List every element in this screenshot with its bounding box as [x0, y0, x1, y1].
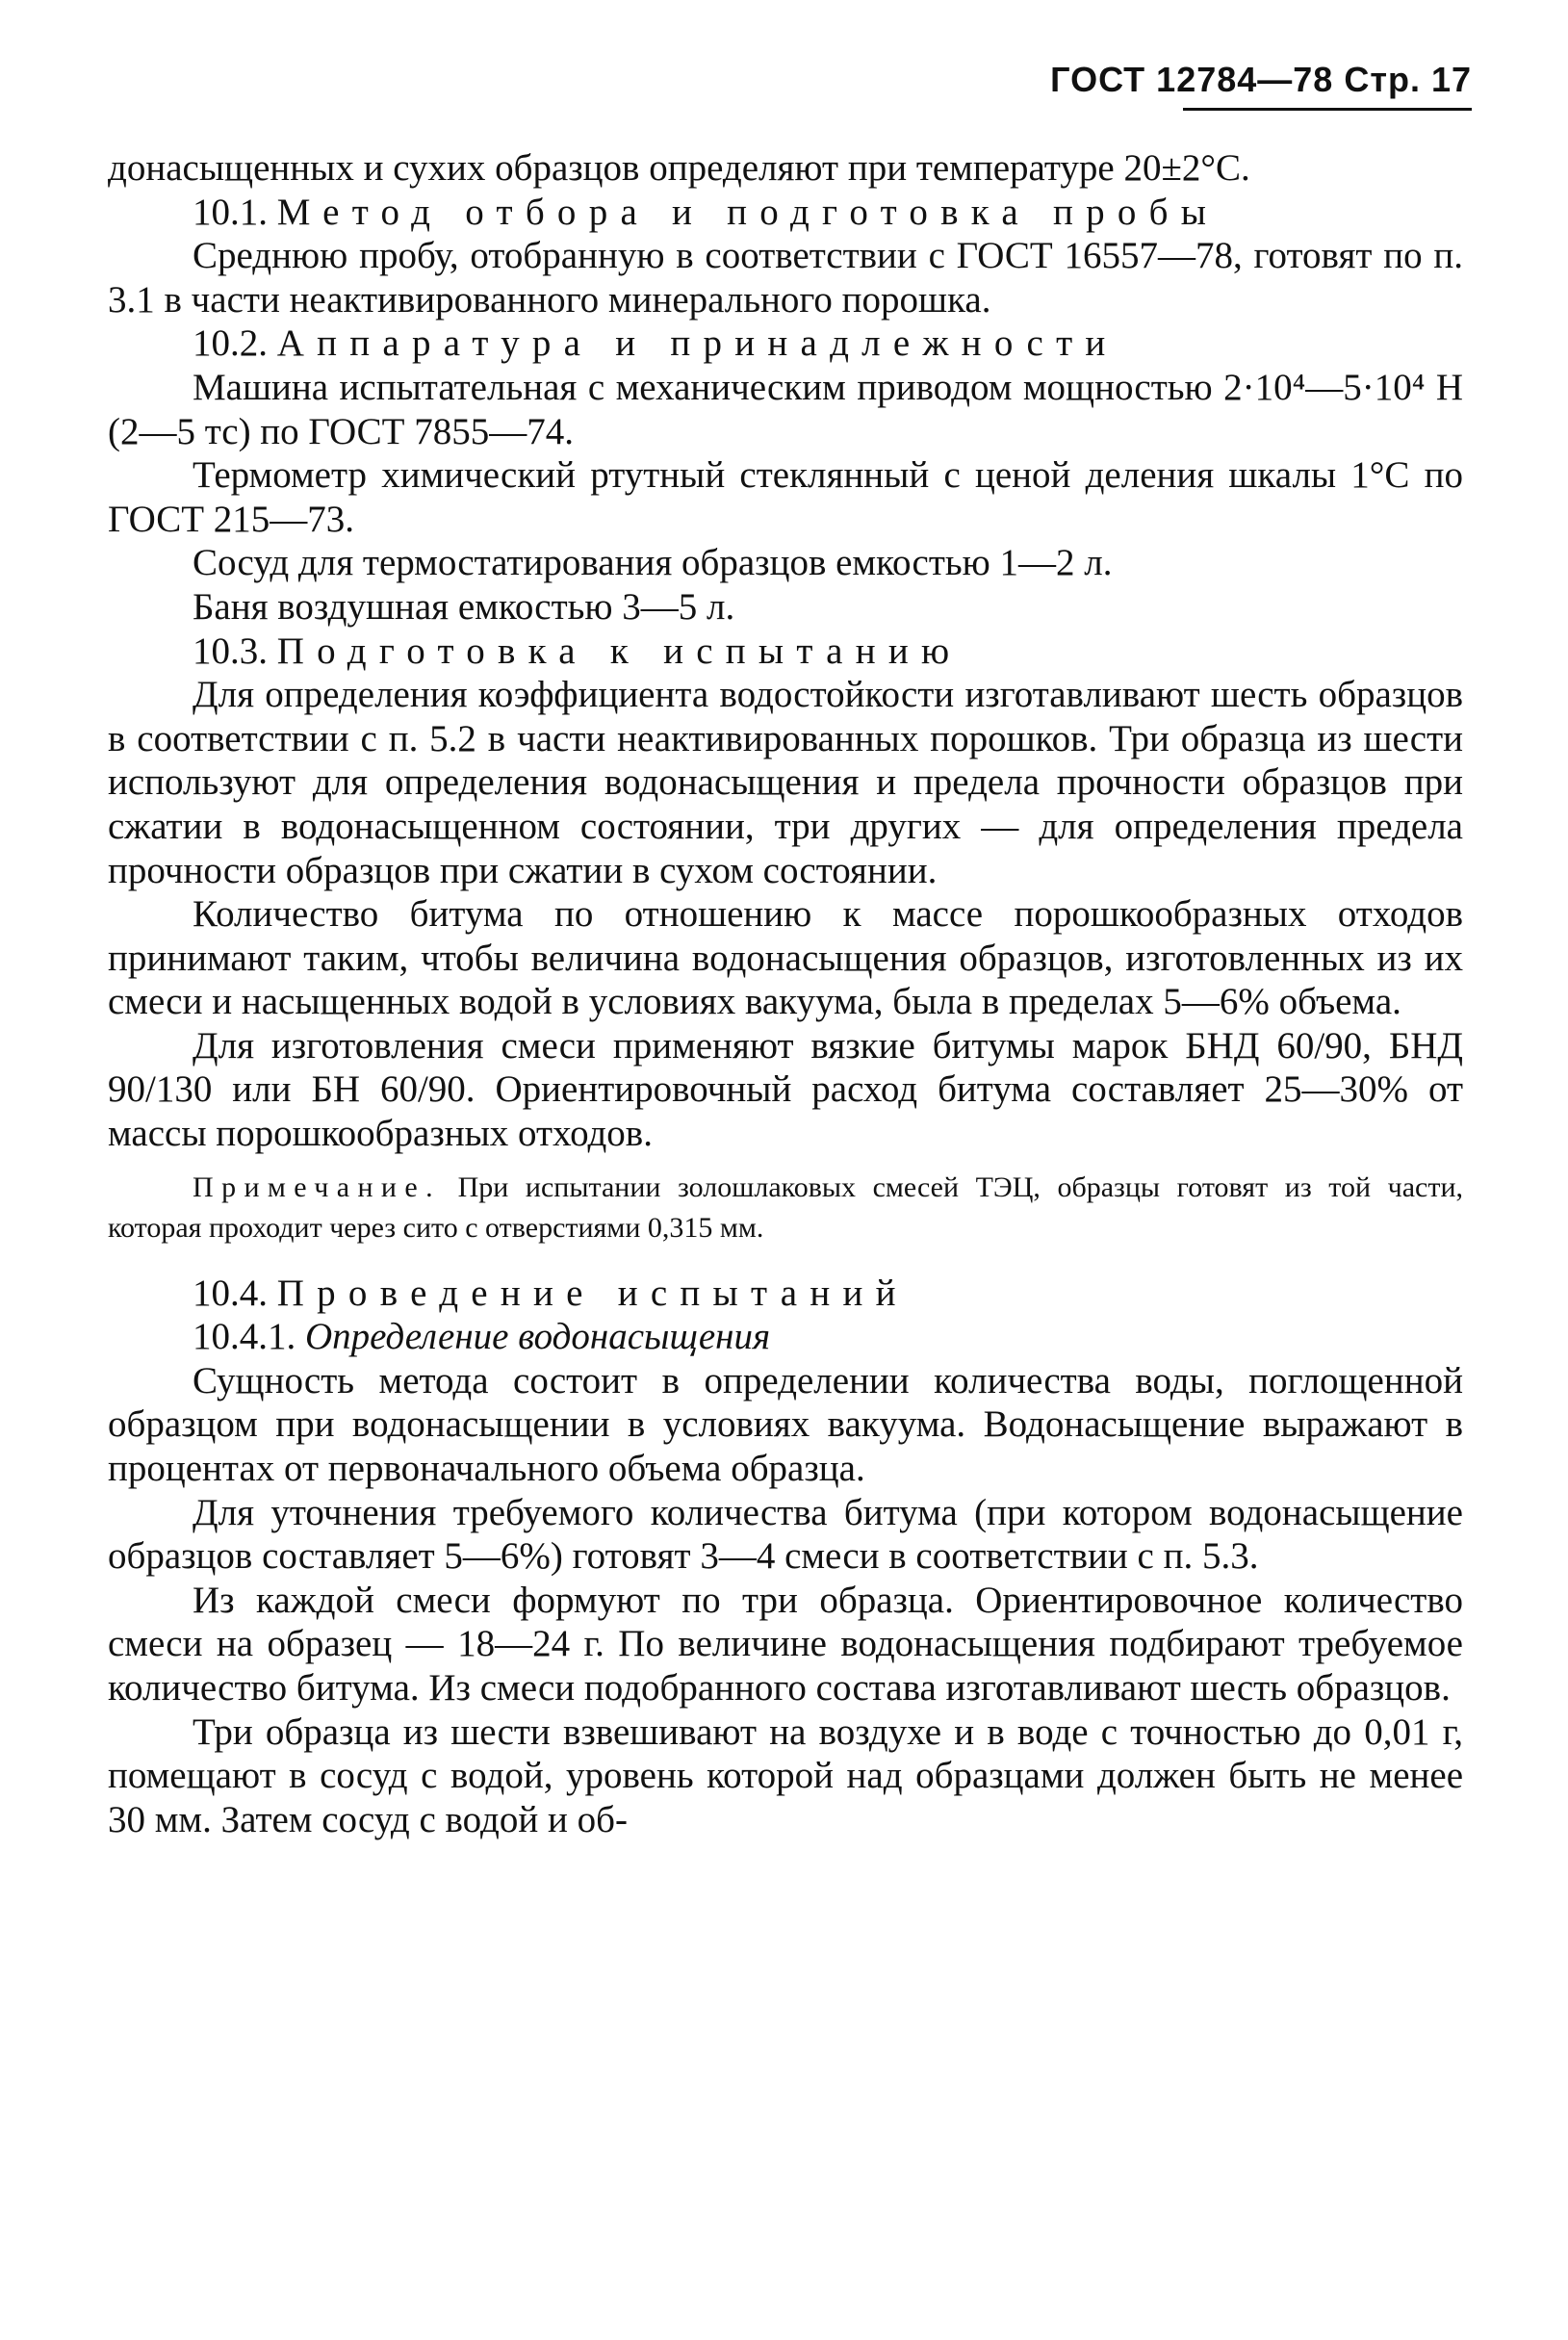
paragraph: Среднюю пробу, отобранную в соответствии с ГОСТ 16557—78, готовят по п. 3.1 в части неактивированного минерального порошка.	[108, 235, 1463, 321]
subsection-title: Определение водонасыщения	[305, 1316, 771, 1358]
section-number: 10.4.	[193, 1272, 268, 1314]
note-label: Примечание.	[193, 1170, 442, 1203]
page-header: ГОСТ 12784—78 Стр. 17	[1050, 60, 1472, 99]
subsection-10-4-1-heading	[108, 1315, 1463, 1359]
section-title: Метод отбора и подготовка пробы	[276, 191, 1220, 233]
paragraph: Для уточнения требуемого количества битума (при котором водонасыщение образцов составляет 5—6%) готовят 3—4 смеси в соответствии с п. 5.3.	[108, 1491, 1463, 1578]
section-number: 10.3.	[193, 630, 268, 672]
paragraph: Машина испытательная с механическим приводом мощностью 2·10⁴—5·10⁴ Н (2—5 тс) по ГОСТ 7855—74.	[108, 366, 1463, 452]
paragraph: Из каждой смеси формуют по три образца. Ориентировочное количество смеси на образец — 18—24 г. По величине водонасыщения подбирают требуемое количество битума. Из смеси подобранного состава изготавливают шесть образцов.	[108, 1579, 1463, 1709]
intro-paragraph: донасыщенных и сухих образцов определяют при температуре 20±2°С.	[108, 147, 1250, 189]
section-title: Проведение испытаний	[276, 1272, 909, 1314]
paragraph: Сущность метода состоит в определении количества воды, поглощенной образцом при водонасыщении в условиях вакуума. Водонасыщение выражают в процентах от первоначального объема образца.	[108, 1359, 1463, 1490]
note	[108, 1168, 1463, 1248]
header-rule	[1183, 108, 1472, 111]
paragraph: Сосуд для термостатирования образцов емкостью 1—2 л.	[193, 542, 1113, 584]
section-10-2-heading	[108, 321, 1463, 366]
paragraph: Для изготовления смеси применяют вязкие битумы марок БНД 60/90, БНД 90/130 или БН 60/90. Ориентировочный расход битума составляет 25—30% от массы порошкообразных отходов.	[108, 1024, 1463, 1155]
document-body	[108, 146, 1463, 1841]
paragraph: Термометр химический ртутный стеклянный с ценой деления шкалы 1°С по ГОСТ 215—73.	[108, 454, 1463, 540]
paragraph: Количество битума по отношению к массе порошкообразных отходов принимают таким, чтобы величина водонасыщения образцов, изготовленных из их смеси и насыщенных водой в условиях вакуума, была в пределах 5—6% объема.	[108, 893, 1463, 1023]
paragraph: Три образца из шести взвешивают на воздухе и в воде с точностью до 0,01 г, помещают в сосуд с водой, уровень которой над образцами должен быть не менее 30 мм. Затем сосуд с водой и об-	[108, 1710, 1463, 1840]
section-10-4-heading	[108, 1272, 1463, 1316]
paragraph: Для определения коэффициента водостойкости изготавливают шесть образцов в соответствии с п. 5.2 в части неактивированных порошков. Три образца из шести используют для определения водонасыщения и предела прочности образцов при сжатии в водонасыщенном состоянии, три других — для определения предела прочности образцов при сжатии в сухом состоянии.	[108, 674, 1463, 891]
section-10-1-heading	[108, 191, 1463, 235]
section-title: Аппаратура и принадлежности	[276, 322, 1118, 365]
section-number: 10.1.	[193, 191, 268, 233]
note-text: При испытании золошлаковых смесей ТЭЦ, образцы готовят из той части, которая проходит через сито с отверстиями 0,315 мм.	[108, 1170, 1463, 1244]
paragraph: Баня воздушная емкостью 3—5 л.	[193, 585, 735, 628]
subsection-number: 10.4.1.	[193, 1316, 296, 1358]
section-title: Подготовка к испытанию	[276, 630, 963, 672]
section-10-3-heading	[108, 630, 1463, 674]
section-number: 10.2.	[193, 322, 268, 365]
